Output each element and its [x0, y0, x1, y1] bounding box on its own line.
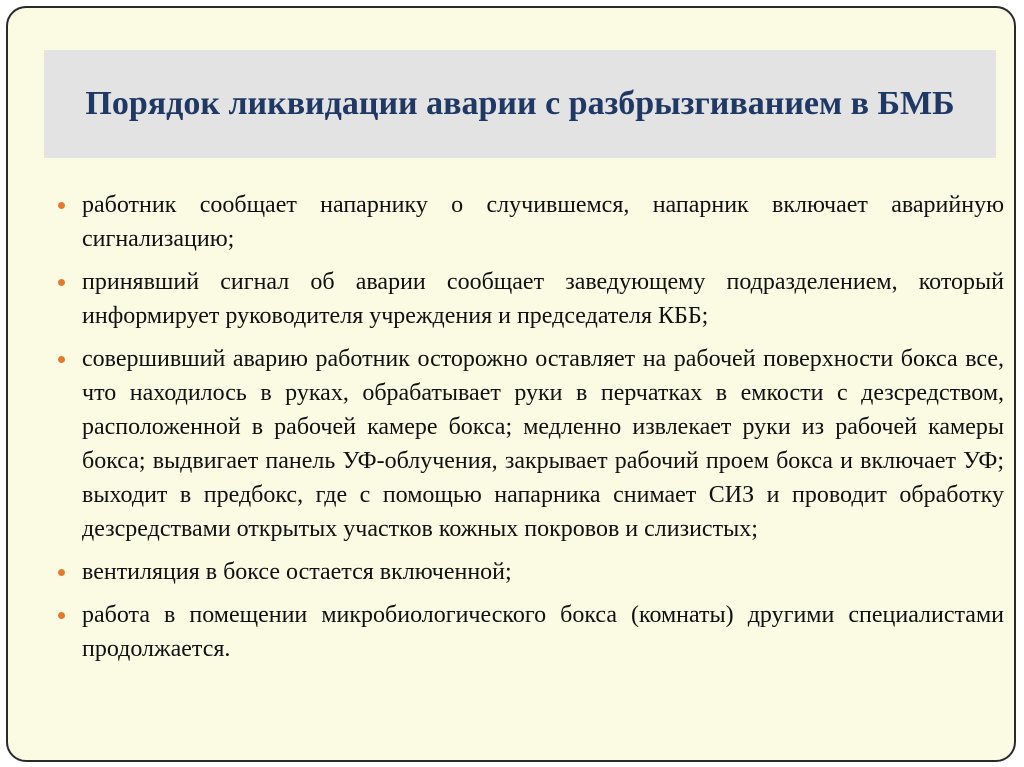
bullet-item-3: [54, 342, 1004, 546]
bullet-item-5: [54, 598, 1004, 666]
bullet-text-5: работа в помещении микробиологического бокса (комнаты) другими специалистами продолжается.: [82, 602, 1004, 662]
bullet-dot-icon: [58, 612, 65, 619]
bullet-item-1: [54, 188, 1004, 256]
bullet-item-2: [54, 265, 1004, 333]
bullet-dot-icon: [58, 279, 65, 286]
bullet-text-1: работник сообщает напарнику о случившемся, напарник включает аварийную сигнализацию;: [82, 192, 1004, 252]
bullet-list: [54, 188, 1004, 675]
slide-title: Порядок ликвидации аварии с разбрызгиванием в БМБ: [85, 85, 955, 122]
bullet-text-4: вентиляция в боксе остается включенной;: [82, 559, 512, 585]
bullet-dot-icon: [58, 202, 65, 209]
title-band: [44, 50, 996, 158]
bullet-item-4: [54, 555, 1004, 589]
bullet-text-3: совершивший аварию работник осторожно оставляет на рабочей поверхности бокса все, что находилось в руках, обрабатывает руки в перчатках в емкости с дезсредством, расположенной в рабочей камере бокса; медленно извлекает руки из рабочей камеры бокса; выдвигает панель УФ-облучения, закрывает рабочий проем бокса и включает УФ; выходит в предбокс, где с помощью напарника снимает СИЗ и проводит обработку дезсредствами открытых участков кожных покровов и слизистых;: [82, 346, 1004, 542]
slide-frame: [6, 6, 1016, 762]
bullet-dot-icon: [58, 356, 65, 363]
bullet-dot-icon: [58, 569, 65, 576]
bullet-text-2: принявший сигнал об аварии сообщает заведующему подразделением, который информирует руководителя учреждения и председателя КББ;: [82, 269, 1004, 329]
